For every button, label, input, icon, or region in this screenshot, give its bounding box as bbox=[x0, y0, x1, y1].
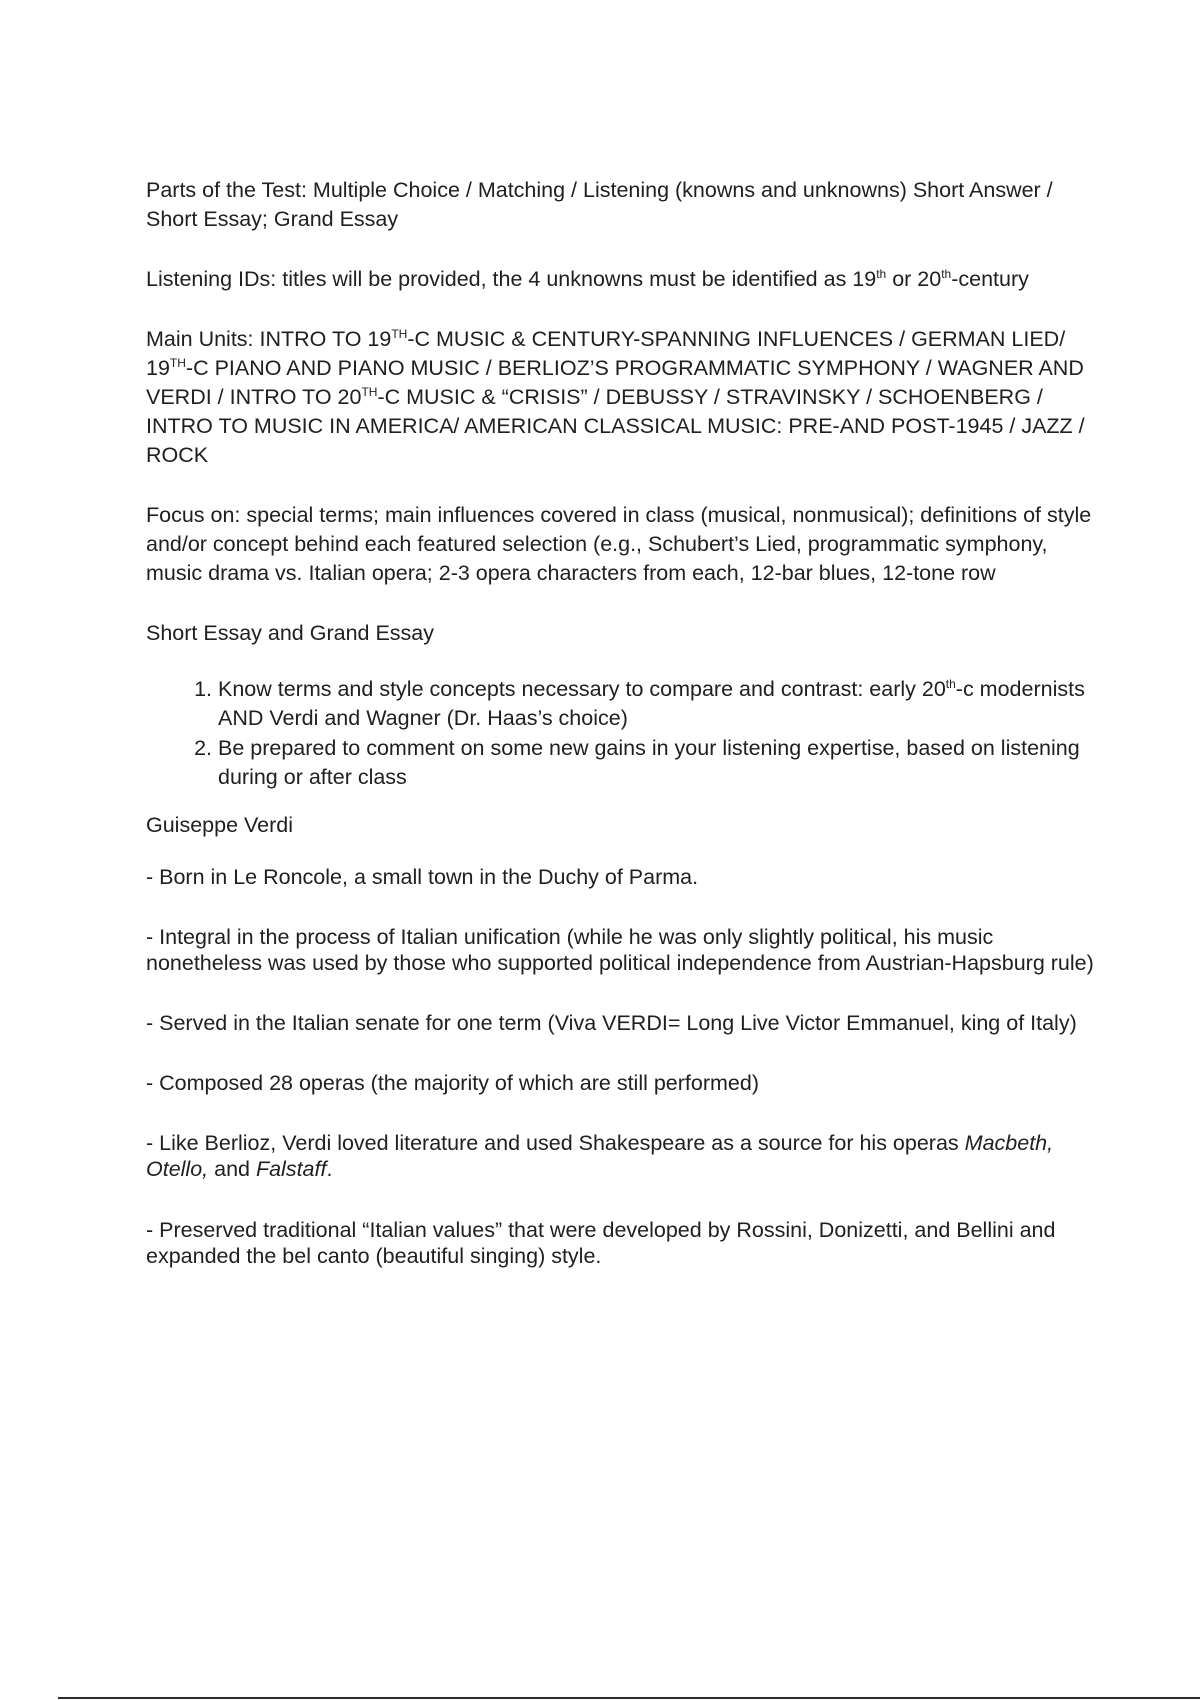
footer-divider bbox=[58, 1697, 1200, 1699]
listening-sup-a: th bbox=[876, 267, 887, 281]
units-text-c: -C PIANO AND PIANO MUSIC / BERLIOZ’S PROGRAMMATIC SYMPHONY / WAGNER AND VERDI / INTRO TO 20 bbox=[146, 356, 1084, 409]
listening-text-a: Listening IDs: titles will be provided, the 4 unknowns must be identified as 19 bbox=[146, 267, 877, 291]
opera-title-otello: Otello, bbox=[146, 1157, 209, 1181]
verdi-fact-shakespeare bbox=[146, 1130, 1096, 1182]
units-text-a: Main Units: INTRO TO 19 bbox=[146, 327, 392, 351]
test-parts-paragraph bbox=[146, 176, 1096, 234]
units-sup-3: TH bbox=[361, 385, 378, 399]
verdi-fact-senate: - Served in the Italian senate for one term (Viva VERDI= Long Live Victor Emmanuel, king of Italy) bbox=[146, 1011, 1077, 1035]
essay-item-1-text-b: -c modernists AND Verdi and Wagner (Dr. Haas’s choice) bbox=[218, 677, 1085, 730]
main-units-paragraph bbox=[146, 325, 1096, 470]
listening-sup-b: th bbox=[941, 267, 952, 281]
essay-list bbox=[146, 675, 1096, 792]
focus-paragraph: Focus on: special terms; main influences covered in class (musical, nonmusical); definitions of style and/or concept behind each featured selection (e.g., Schubert’s Lied, programmatic symphony, music drama vs. Italian opera; 2-3 opera characters from each, 12-bar blues, 12-tone row bbox=[146, 503, 1092, 585]
essay-heading: Short Essay and Grand Essay bbox=[146, 621, 435, 645]
verdi-heading: Guiseppe Verdi bbox=[146, 813, 294, 837]
units-text-b: -C MUSIC & CENTURY-SPANNING INFLUENCES / GERMAN LIED/ 19 bbox=[146, 327, 1066, 380]
verdi-fact-born: - Born in Le Roncole, a small town in the Duchy of Parma. bbox=[146, 865, 699, 889]
test-parts-text: Multiple Choice / Matching / Listening (knowns and unknowns) Short Answer / Short Essay; Grand Essay bbox=[146, 178, 1053, 231]
units-text-d: -C MUSIC & “CRISIS” / DEBUSSY / STRAVINSKY / SCHOENBERG / INTRO TO MUSIC IN AMERICA/ AMERICAN CLASSICAL MUSIC: PRE-AND POST-1945 / JAZZ / ROCK bbox=[146, 385, 1085, 467]
document-body bbox=[146, 176, 1096, 1303]
units-sup-2: TH bbox=[169, 356, 186, 370]
essay-list-item-2: 2. Be prepared to comment on some new gains in your listening expertise, based on listening during or after class bbox=[218, 734, 1096, 792]
essay-item-1-sup: th bbox=[945, 677, 956, 691]
essay-item-1-text-a: Know terms and style concepts necessary to compare and contrast: early 20 bbox=[218, 677, 946, 701]
opera-title-falstaff: Falstaff bbox=[255, 1157, 327, 1181]
listening-ids-paragraph bbox=[146, 265, 1096, 294]
units-sup-1: TH bbox=[391, 327, 408, 341]
test-parts-label: Parts of the Test: bbox=[146, 178, 307, 202]
listening-text-c: -century bbox=[951, 267, 1029, 291]
verdi-fact-operas: - Composed 28 operas (the majority of which are still performed) bbox=[146, 1071, 760, 1095]
shakespeare-text: - Like Berlioz, Verdi loved literature and used Shakespeare as a source for his operas bbox=[146, 1131, 965, 1155]
listening-text-b: or 20 bbox=[886, 267, 942, 291]
opera-title-macbeth: Macbeth, bbox=[964, 1131, 1054, 1155]
shakespeare-and: and bbox=[208, 1157, 256, 1181]
verdi-fact-bel-canto: - Preserved traditional “Italian values” that were developed by Rossini, Donizetti, and Bellini and expanded the bel canto (beautiful singing) style. bbox=[146, 1218, 1056, 1268]
verdi-fact-unification: - Integral in the process of Italian unification (while he was only slightly political, his music nonetheless was used by those who supported political independence from Austrian-Hapsburg rule) bbox=[146, 925, 1094, 975]
shakespeare-period: . bbox=[326, 1157, 333, 1181]
essay-list-item-1 bbox=[218, 675, 1096, 733]
